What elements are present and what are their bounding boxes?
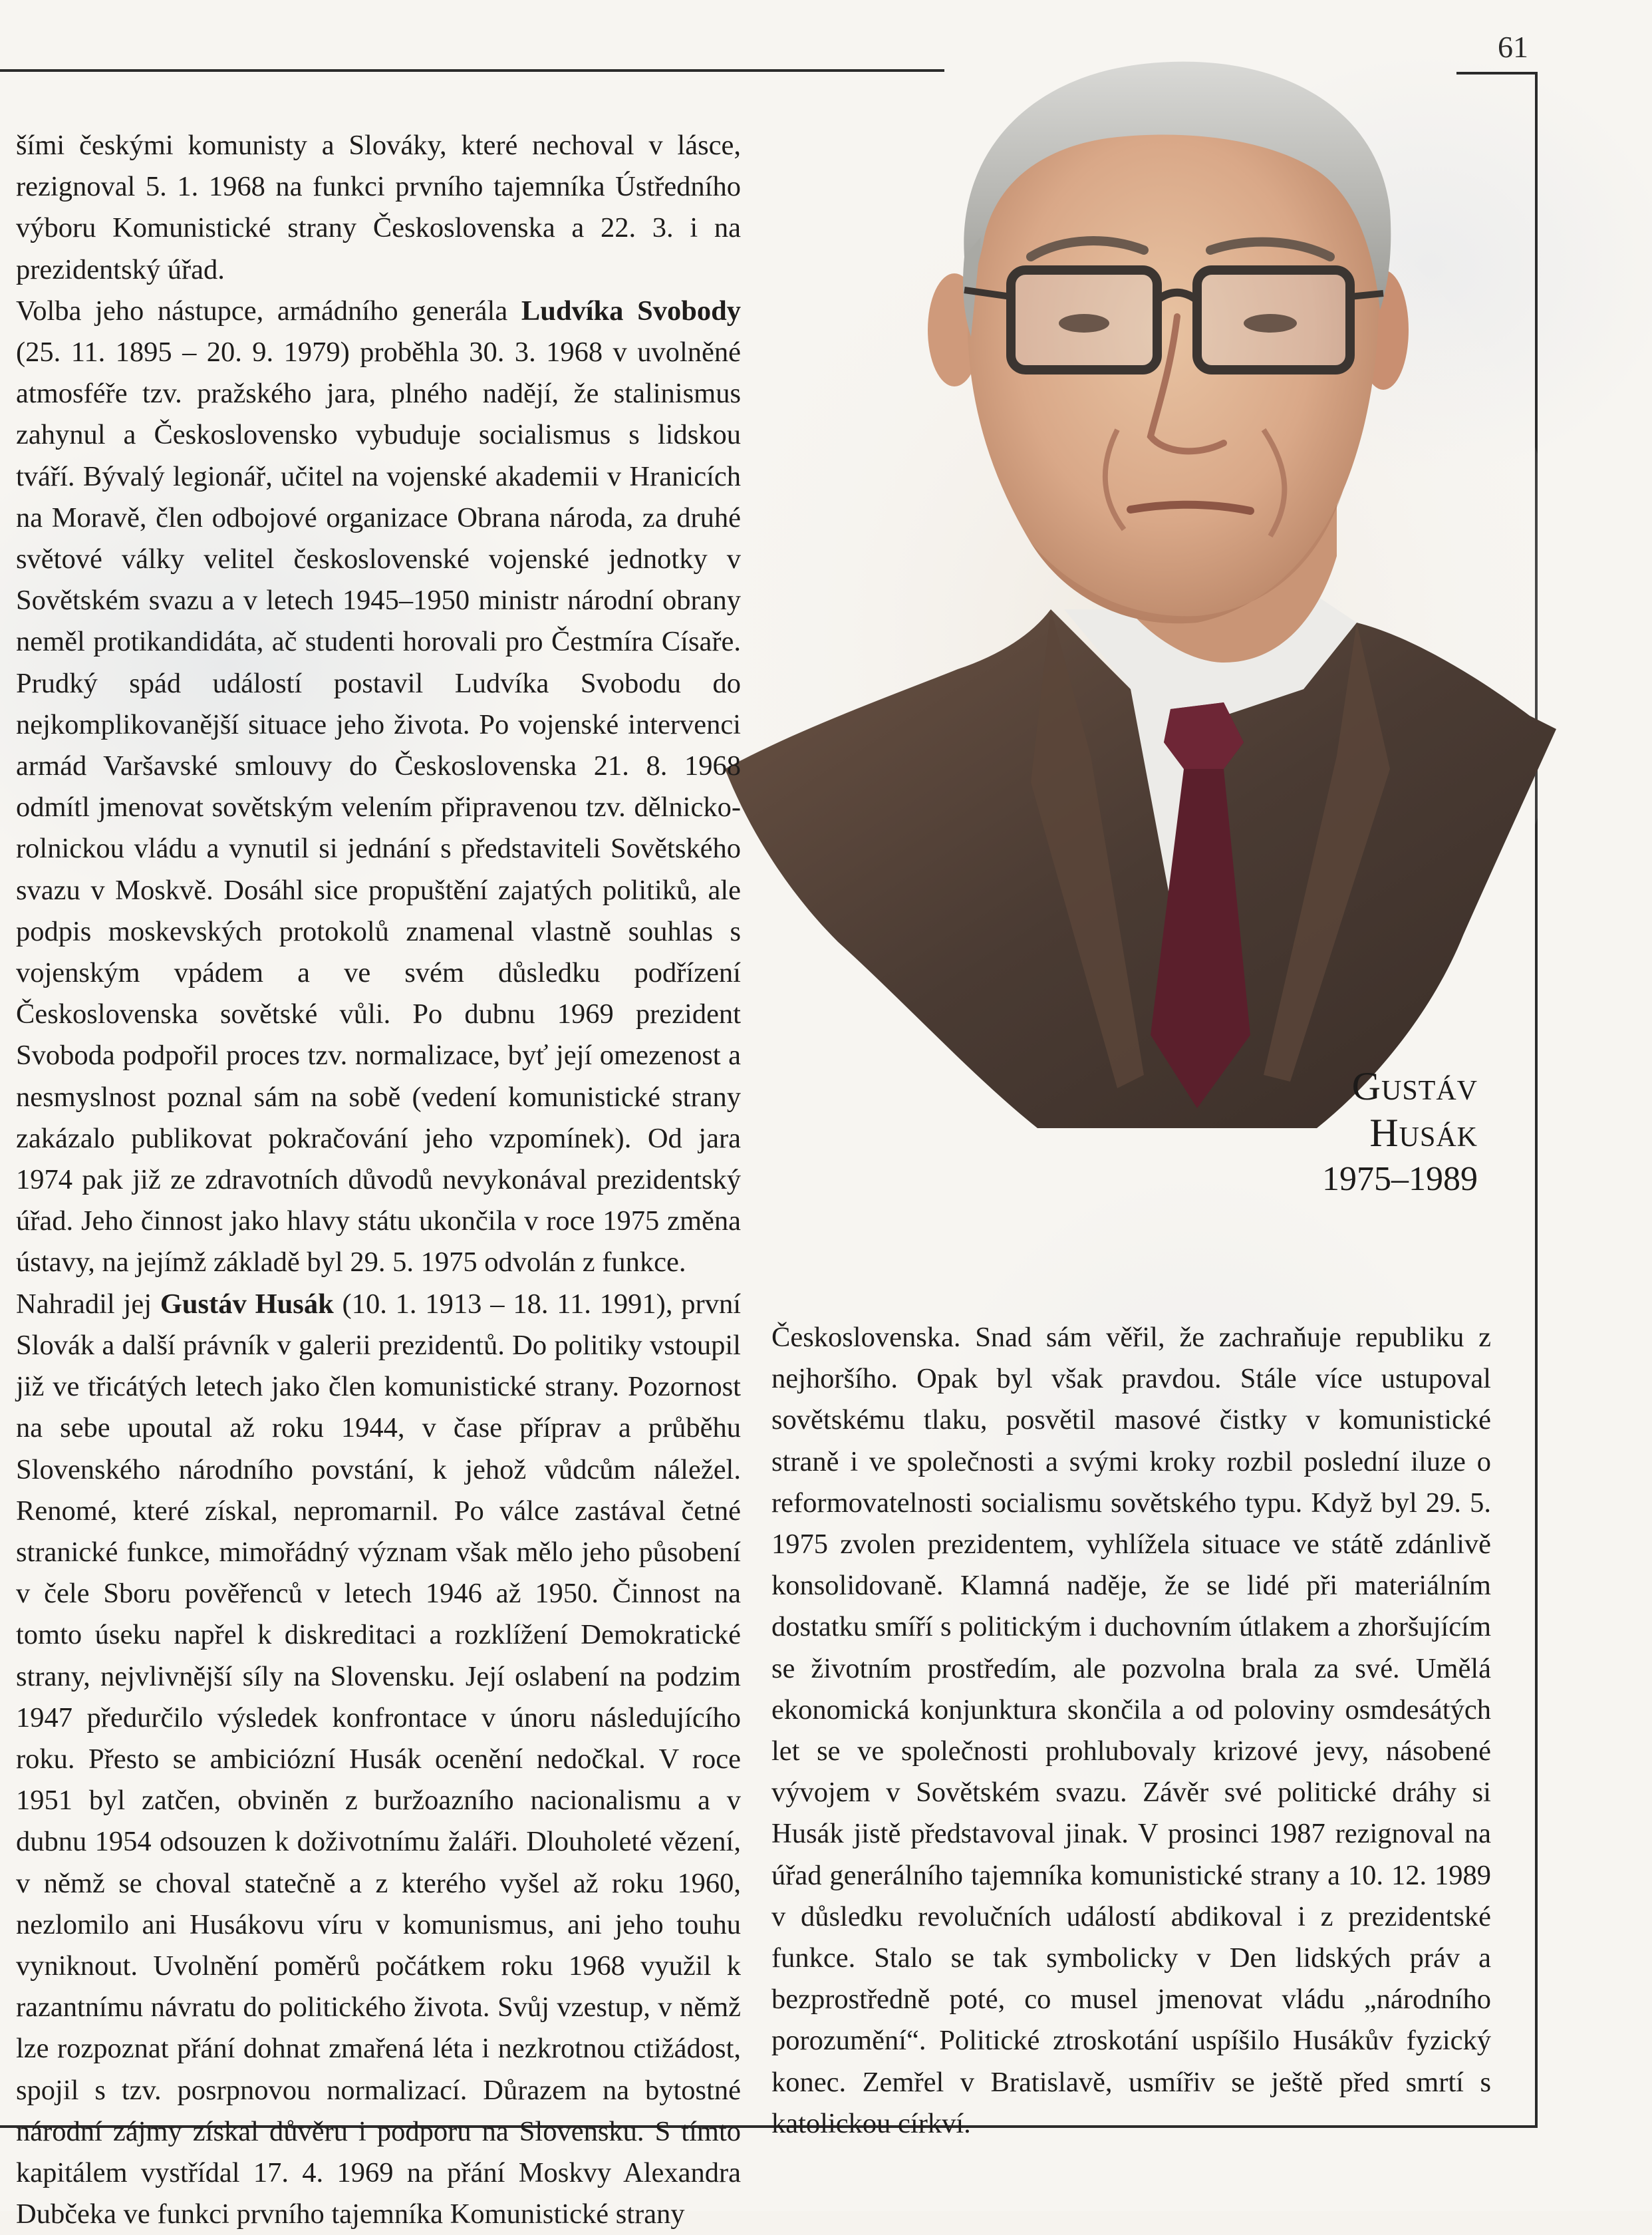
- caption-first-name: Gustáv: [1351, 1064, 1478, 1108]
- portrait-caption: [1322, 1063, 1478, 1203]
- right-column-text: [771, 1317, 1491, 2145]
- caption-last-name: Husák: [1369, 1111, 1478, 1155]
- text-run: Československa. Snad sám věřil, že zachraňuje republiku z nejhoršího. Opak byl však pravdou. Stále více ustupoval sovětskému tlaku, posvětil masové čistky v komunistické straně i ve společnosti a svými kroky rozbil poslední iluze o reformovatelnosti socialismu sovětského typu. Když byl 29. 5. 1975 zvolen prezidentem, vyhlížela situace ve státě zdánlivě konsolidovaně. Klamná naděje, že se lidé při materiálním dostatku smíří s politickým i duchovním útlakem a zhoršujícím se životním prostředím, ale pozvolna brala za své. Umělá ekonomická konjunktura skončila a od poloviny osmdesátých let se ve společnosti prohlubovaly krizové jevy, násobené vývojem v Sovětském svazu. Závěr své politické dráhy si Husák jistě představoval jinak. V prosinci 1987 rezignoval na úřad generálního tajemníka komunistické strany a 10. 12. 1989 v důsledku revolučních událostí abdikoval i z prezidentské funkce. Stalo se tak symbolicky v Den lidských práv a bezprostředně poté, co musel jmenovat vládu „národního porozumění“. Politické ztroskotání uspíšilo Husákův fyzický konec. Zemřel v Bratislavě, usmířiv se ještě před smrtí s katolickou církví.: [771, 1322, 1491, 2139]
- bold-name: Gustáv Husák: [160, 1288, 334, 1320]
- portrait-illustration: [718, 37, 1583, 1168]
- text-run: Volba jeho nástupce, armádního generála: [16, 295, 521, 327]
- text-run: Nahradil jej: [16, 1288, 160, 1320]
- page-number: 61: [1498, 30, 1528, 64]
- caption-years: 1975–1989: [1322, 1160, 1478, 1198]
- paragraph: [16, 1284, 741, 2235]
- paragraph: [771, 1317, 1491, 2145]
- paragraph: [16, 125, 741, 291]
- left-column-text: [16, 125, 741, 2235]
- text-run: (25. 11. 1895 – 20. 9. 1979) proběhla 30. 3. 1968 v uvolněné atmosféře tzv. pražského jara, plného nadějí, že stalinismus zahynul a Československo vybuduje socialismus s lidskou tváří. Bývalý legionář, učitel na vojenské akademii v Hranicích na Moravě, člen odbojové organizace Obrana národa, za druhé světové války velitel československé vojenské jednotky v Sovětském svazu a v letech 1945–1950 ministr národní obrany neměl protikandidáta, ač studenti horovali pro Čestmíra Císaře. Prudký spád událostí postavil Ludvíka Svobodu do nejkomplikovanější situace jeho života. Po vojenské intervenci armád Varšavské smlouvy do Československa 21. 8. 1968 odmítl jmenovat sovětským velením připravenou tzv. dělnicko-rolnickou vládu a vynutil si jednání s představiteli Sovětského svazu v Moskvě. Dosáhl sice propuštění zajatých politiků, ale podpis moskevských protokolů znamenal vlastně souhlas s vojenským vpádem a ve svém důsledku podřízení Československa sovětské vůli. Po dubnu 1969 prezident Svoboda podpořil proces tzv. normalizace, byť její omezenost a nesmyslnost poznal sám na sobě (vedení komunistické strany zakázalo publikovat pokračování jeho vzpomínek). Od jara 1974 pak již ze zdravotních důvodů nevykonával prezidentský úřad. Jeho činnost jako hlavy státu ukončila v roce 1975 změna ústavy, na jejímž základě byl 29. 5. 1975 odvolán z funkce.: [16, 337, 741, 1278]
- text-run: (10. 1. 1913 – 18. 11. 1991), první Slovák a další právník v galerii prezidentů. Do politiky vstoupil již ve třicátých letech jako člen komunistické strany. Pozornost na sebe upoutal až roku 1944, v čase příprav a průběhu Slovenského národního povstání, k jehož vůdcům náležel. Renomé, které získal, nepromarnil. Po válce zastával četné stranické funkce, mimořádný význam však mělo jeho působení v čele Sboru pověřenců v letech 1946 až 1950. Činnost na tomto úseku napřel k diskreditaci a rozklížení Demokratické strany, nejvlivnější síly na Slovensku. Její oslabení na podzim 1947 předurčilo výsledek konfrontace v únoru následujícího roku. Přesto se ambiciózní Husák ocenění nedočkal. V roce 1951 byl zatčen, obviněn z buržoazního nacionalismu a v dubnu 1954 odsouzen k doživotnímu žaláři. Dlouholeté vězení, v němž se choval statečně a z kterého vyšel až roku 1960, nezlomilo ani Husákovu víru v komunismus, ani jeho touhu vyniknout. Uvolnění poměrů počátkem roku 1968 využil k razantnímu návratu do politického života. Svůj vzestup, v němž lze rozpoznat přání dohnat zmařená léta i nezkrotnou ctižádost, spojil s tzv. posrpnovou normalizací. Důrazem na bytostné národní zájmy získal důvěru i podporu na Slovensku. S tímto kapitálem vystřídal 17. 4. 1969 na přání Moskvy Alexandra Dubčeka ve funkci prvního tajemníka Komunistické strany: [16, 1288, 741, 2230]
- paragraph: [16, 291, 741, 1284]
- text-run: šími českými komunisty a Slováky, které nechoval v lásce, rezignoval 5. 1. 1968 na funkci prvního tajemníka Ústředního výboru Komunistické strany Československa a 22. 3. i na prezidentský úřad.: [16, 130, 741, 285]
- bold-name: Ludvíka Svobody: [521, 295, 741, 327]
